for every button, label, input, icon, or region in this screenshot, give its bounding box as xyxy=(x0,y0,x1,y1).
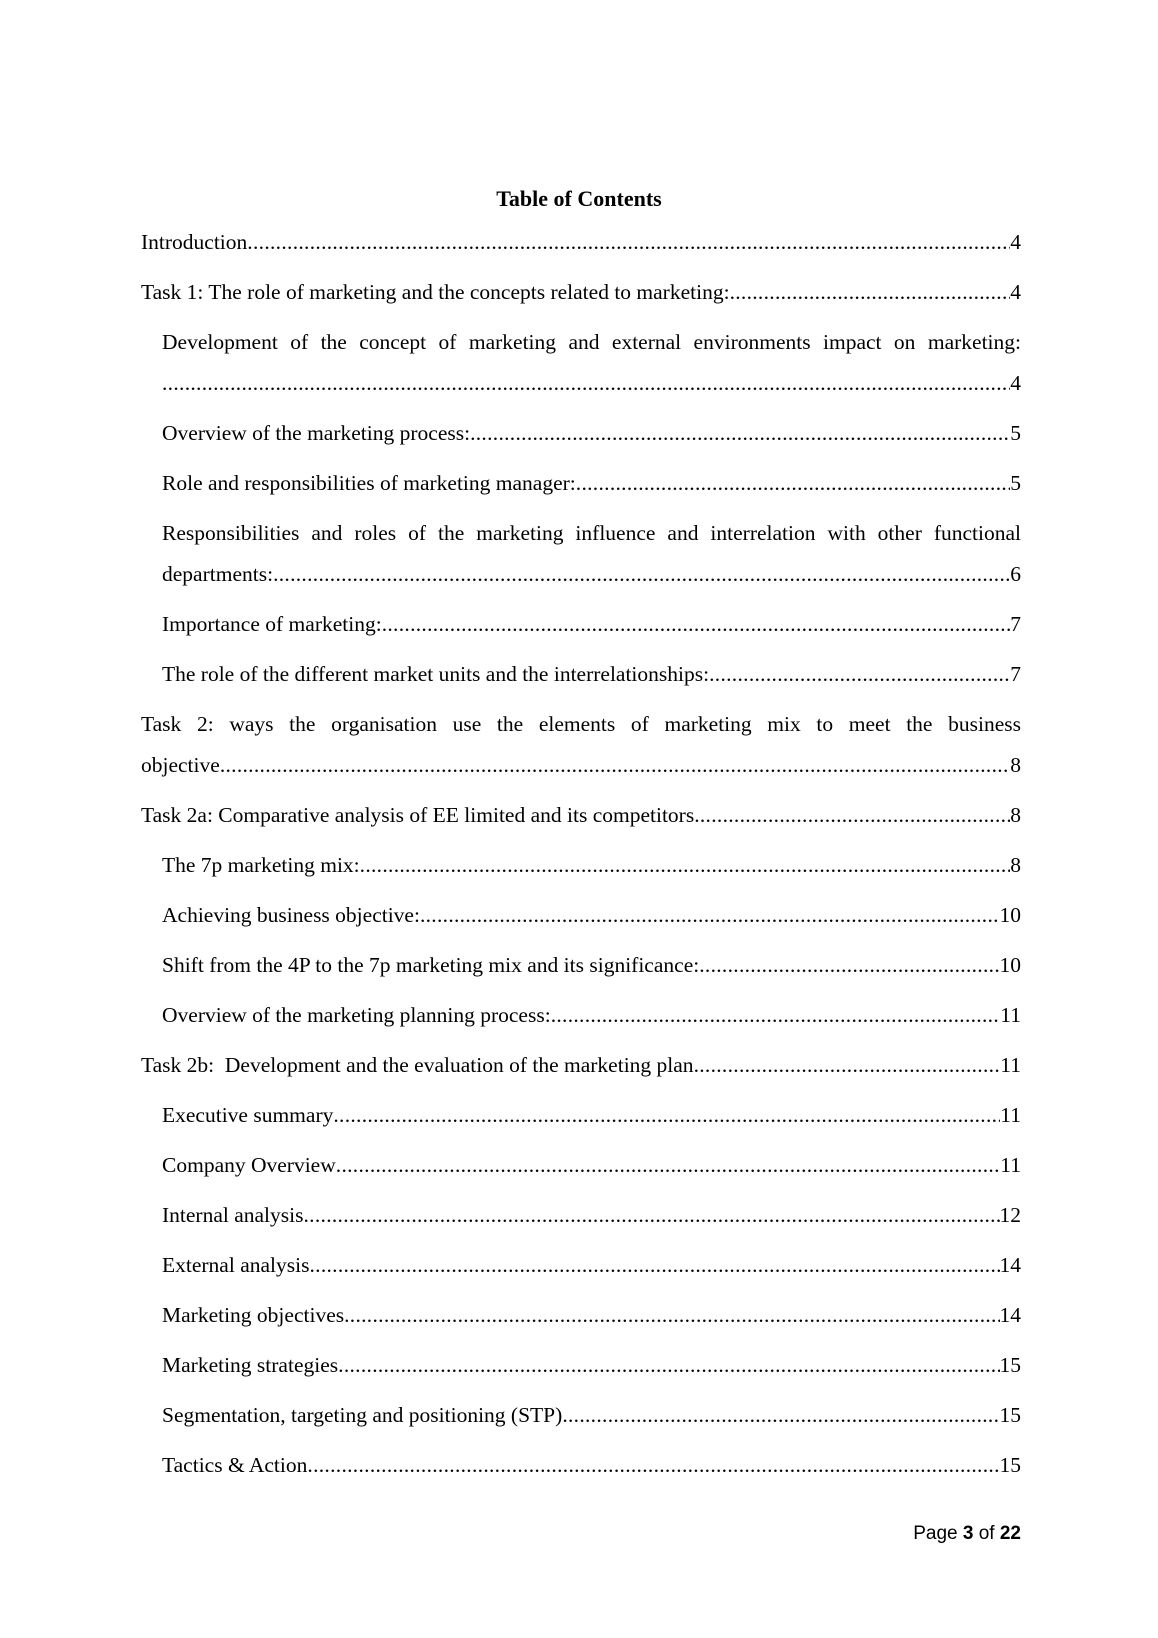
toc-page-number: 12 xyxy=(999,1203,1021,1227)
dot-leader xyxy=(273,554,1010,595)
toc-entry-text: Executive summary xyxy=(162,1103,334,1127)
toc-page-number: 11 xyxy=(1000,1053,1021,1077)
toc-entry-text-continued: objective xyxy=(141,753,220,777)
dot-leader xyxy=(551,995,1001,1036)
dot-leader xyxy=(694,1045,1001,1086)
toc-entry-task-1[interactable] xyxy=(141,272,1021,313)
dot-leader xyxy=(336,1145,1001,1186)
toc-entry-importance-of-marketing[interactable] xyxy=(141,604,1021,645)
toc-page-number: 11 xyxy=(1000,1103,1021,1127)
dot-leader xyxy=(730,272,1011,313)
toc-entry-text: Task 2b: Development and the evaluation of the marketing plan xyxy=(141,1053,694,1077)
dot-leader xyxy=(309,1245,999,1286)
toc-entry-business-objective[interactable] xyxy=(141,895,1021,936)
toc-entry-text: Task 1: The role of marketing and the concepts related to marketing: xyxy=(141,280,730,304)
dot-leader xyxy=(576,463,1010,504)
toc-entry-marketing-manager[interactable] xyxy=(141,463,1021,504)
toc-page-number: 6 xyxy=(1010,562,1021,586)
dot-leader xyxy=(333,1095,1000,1136)
toc-page-number: 15 xyxy=(999,1453,1021,1477)
toc-page-number: 5 xyxy=(1010,421,1021,445)
toc-entry-company-overview[interactable] xyxy=(141,1145,1021,1186)
toc-page-number: 8 xyxy=(1010,803,1021,827)
toc-entry-marketing-objectives[interactable] xyxy=(141,1295,1021,1336)
toc-entry-text: Task 2a: Comparative analysis of EE limited and its competitors xyxy=(141,803,695,827)
toc-page-number: 10 xyxy=(999,953,1021,977)
toc-entry-shift-4p-7p[interactable] xyxy=(141,945,1021,986)
dot-leader xyxy=(420,895,1000,936)
toc-entry-tactics-action[interactable] xyxy=(141,1445,1021,1486)
toc-entry-task-2a[interactable] xyxy=(141,795,1021,836)
toc-page-number: 5 xyxy=(1010,471,1021,495)
dot-leader xyxy=(304,1195,1000,1236)
toc-entry-internal-analysis[interactable] xyxy=(141,1195,1021,1236)
toc-page-number: 11 xyxy=(1000,1153,1021,1177)
dot-leader xyxy=(220,745,1010,786)
toc-page-number: 7 xyxy=(1010,662,1021,686)
toc-entry-text: The 7p marketing mix: xyxy=(162,853,360,877)
toc-page-number: 4 xyxy=(1010,280,1021,304)
toc-entry-external-analysis[interactable] xyxy=(141,1245,1021,1286)
dot-leader xyxy=(382,604,1011,645)
toc-entry-text: Company Overview xyxy=(162,1153,336,1177)
footer-page-label: Page xyxy=(913,1523,958,1544)
toc-entry-responsibilities-roles[interactable] xyxy=(141,513,1021,595)
toc-entry-text: Segmentation, targeting and positioning (STP) xyxy=(162,1403,563,1427)
dot-leader xyxy=(694,795,1010,836)
toc-entry-text-continued: departments: xyxy=(162,562,274,586)
footer-of-label: of xyxy=(978,1523,995,1544)
toc-entry-text: Shift from the 4P to the 7p marketing mix and its significance: xyxy=(162,953,700,977)
table-of-contents xyxy=(141,222,1021,1495)
toc-entry-text: Task 2: ways the organisation use the elements of marketing mix to meet the business xyxy=(141,712,1021,736)
toc-entry-text: Introduction xyxy=(141,230,248,254)
toc-page-number: 15 xyxy=(999,1403,1021,1427)
dot-leader xyxy=(247,222,1010,263)
toc-page-number: 8 xyxy=(1010,753,1021,777)
toc-entry-text: The role of the different market units and the interrelationships: xyxy=(162,662,710,686)
toc-page-number: 4 xyxy=(1010,230,1021,254)
toc-entry-7p-marketing-mix[interactable] xyxy=(141,845,1021,886)
toc-entry-text: Overview of the marketing process: xyxy=(162,421,471,445)
toc-entry-development-of-concept[interactable] xyxy=(141,322,1021,404)
toc-page-number: 14 xyxy=(999,1303,1021,1327)
dot-leader xyxy=(709,654,1010,695)
toc-page-number: 11 xyxy=(1000,1003,1021,1027)
dot-leader xyxy=(162,363,1010,404)
dot-leader xyxy=(470,413,1010,454)
toc-page-number: 4 xyxy=(1010,371,1021,395)
toc-entry-text: Development of the concept of marketing and external environments impact on marketing: xyxy=(162,330,1021,354)
toc-entry-text: Responsibilities and roles of the marketing influence and interrelation with other functional xyxy=(162,521,1021,545)
dot-leader xyxy=(344,1295,999,1336)
toc-entry-planning-process[interactable] xyxy=(141,995,1021,1036)
toc-entry-task-2[interactable] xyxy=(141,704,1021,786)
page-footer xyxy=(913,1522,1021,1546)
dot-leader xyxy=(307,1445,999,1486)
toc-entry-text: Marketing strategies xyxy=(162,1353,339,1377)
toc-entry-marketing-strategies[interactable] xyxy=(141,1345,1021,1386)
toc-page-number: 15 xyxy=(999,1353,1021,1377)
toc-entry-introduction[interactable] xyxy=(141,222,1021,263)
footer-current-page: 3 xyxy=(962,1523,974,1544)
toc-entry-text: Importance of marketing: xyxy=(162,612,382,636)
toc-entry-executive-summary[interactable] xyxy=(141,1095,1021,1136)
dot-leader xyxy=(360,845,1011,886)
toc-page-number: 14 xyxy=(999,1253,1021,1277)
toc-page-number: 8 xyxy=(1010,853,1021,877)
footer-total-pages: 22 xyxy=(999,1523,1021,1544)
toc-entry-marketing-process[interactable] xyxy=(141,413,1021,454)
toc-entry-stp[interactable] xyxy=(141,1395,1021,1436)
toc-entry-text: Tactics & Action xyxy=(162,1453,308,1477)
toc-entry-text: Marketing objectives xyxy=(162,1303,345,1327)
toc-entry-text: Overview of the marketing planning process: xyxy=(162,1003,551,1027)
toc-entry-text: Role and responsibilities of marketing manager: xyxy=(162,471,576,495)
toc-title: Table of Contents xyxy=(496,186,662,211)
toc-entry-text: Achieving business objective: xyxy=(162,903,420,927)
dot-leader xyxy=(699,945,999,986)
toc-entry-task-2b[interactable] xyxy=(141,1045,1021,1086)
toc-page-number: 10 xyxy=(999,903,1021,927)
dot-leader xyxy=(338,1345,999,1386)
dot-leader xyxy=(562,1395,999,1436)
toc-entry-text: External analysis xyxy=(162,1253,310,1277)
toc-page-number: 7 xyxy=(1010,612,1021,636)
toc-entry-market-units[interactable] xyxy=(141,654,1021,695)
toc-entry-text: Internal analysis xyxy=(162,1203,304,1227)
